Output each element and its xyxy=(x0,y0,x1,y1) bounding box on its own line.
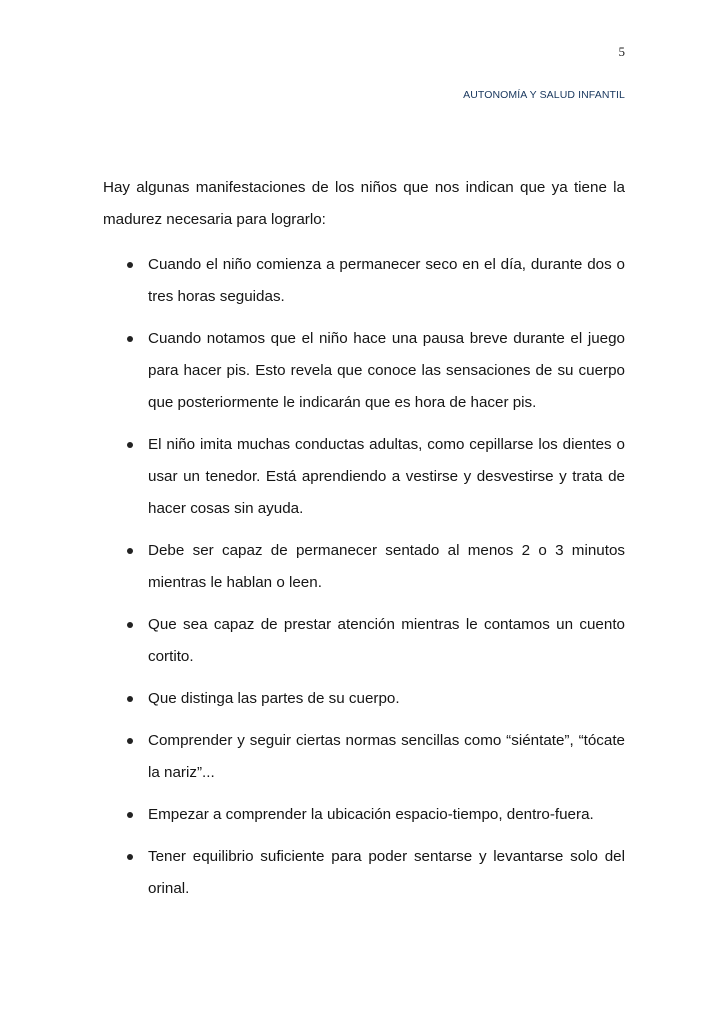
list-item xyxy=(103,535,625,599)
bullet-icon xyxy=(127,854,133,860)
list-item-text: Comprender y seguir ciertas normas sencillas como “siéntate”, “tócate la nariz”... xyxy=(148,732,625,781)
list-item xyxy=(103,429,625,525)
bullet-icon xyxy=(127,622,133,628)
list-item-text: Cuando notamos que el niño hace una pausa breve durante el juego para hacer pis. Esto revela que conoce las sensaciones de su cuerpo que posteriormente le indicarán que es hora de hacer pis. xyxy=(148,330,625,411)
list-item xyxy=(103,799,625,831)
list-item xyxy=(103,725,625,789)
page-number: 5 xyxy=(618,44,625,59)
running-header: AUTONOMÍA Y SALUD INFANTIL xyxy=(463,89,625,101)
document-body xyxy=(103,172,625,915)
list-item xyxy=(103,841,625,905)
list-item-text: Cuando el niño comienza a permanecer seco en el día, durante dos o tres horas seguidas. xyxy=(148,256,625,305)
list-item xyxy=(103,683,625,715)
list-item xyxy=(103,609,625,673)
list-item-text: Empezar a comprender la ubicación espacio-tiempo, dentro-fuera. xyxy=(148,806,594,823)
bullet-icon xyxy=(127,336,133,342)
bullet-icon xyxy=(127,262,133,268)
list-item-text: El niño imita muchas conductas adultas, como cepillarse los dientes o usar un tenedor. Está aprendiendo a vestirse y desvestirse y trata de hacer cosas sin ayuda. xyxy=(148,436,625,517)
list-item-text: Que distinga las partes de su cuerpo. xyxy=(148,690,400,707)
bullet-icon xyxy=(127,548,133,554)
list-item-text: Tener equilibrio suficiente para poder sentarse y levantarse solo del orinal. xyxy=(148,848,625,897)
bullet-icon xyxy=(127,442,133,448)
bullet-list xyxy=(103,249,625,905)
list-item xyxy=(103,323,625,419)
bullet-icon xyxy=(127,696,133,702)
bullet-icon xyxy=(127,738,133,744)
list-item-text: Que sea capaz de prestar atención mientras le contamos un cuento cortito. xyxy=(148,616,625,665)
list-item xyxy=(103,249,625,313)
intro-paragraph: Hay algunas manifestaciones de los niños que nos indican que ya tiene la madurez necesaria para lograrlo: xyxy=(103,179,625,228)
bullet-icon xyxy=(127,812,133,818)
list-item-text: Debe ser capaz de permanecer sentado al menos 2 o 3 minutos mientras le hablan o leen. xyxy=(148,542,625,591)
